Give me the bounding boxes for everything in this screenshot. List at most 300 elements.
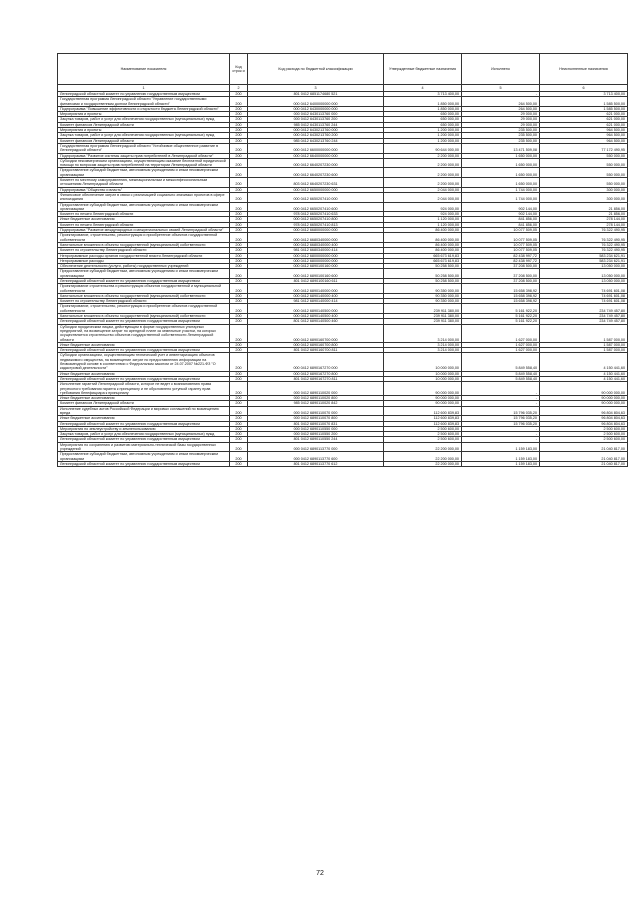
row-line-code: 200 xyxy=(230,143,248,153)
row-unexecuted: 90 000 000,00 xyxy=(540,396,628,401)
row-approved: 86 400 000,00 xyxy=(384,248,462,253)
row-name: Субсидии организациям, осуществляющим технический учет и инвентаризацию объектов недвижимого имущества, на возмещение затрат по предоставлению информации на безвозмездной основе в соответствии с Федеральным законом от 24.07.2007 №221-ФЗ "О кадастровой деятельности" xyxy=(58,353,230,371)
row-executed: - xyxy=(462,396,540,401)
row-name: Финансовое обеспечение затрат в связи с реализацией социально значимых проектов в сфере книгоиздания xyxy=(58,192,230,202)
row-budget-code: 000 0412 6890160700 000 xyxy=(248,324,384,342)
row-name: Исполнение судебных актов Российской Федерации и мировых соглашений по возмещению вреда xyxy=(58,406,230,416)
row-line-code: 200 xyxy=(230,371,248,376)
row-line-code: 200 xyxy=(230,437,248,442)
row-budget-code: 000 0412 6800000000 000 xyxy=(248,258,384,263)
row-name: Комитет по местному самоуправлению, межнациональным и межконфессиональным отношениям Ленинградской области xyxy=(58,178,230,188)
row-unexecuted: 234 749 457,80 xyxy=(540,304,628,314)
row-budget-code: 000 0412 6680340000 400 xyxy=(248,242,384,247)
row-name: Предоставление субсидий бюджетным, автономным учреждениям и иным некоммерческим организациям xyxy=(58,452,230,462)
row-approved: 665 673 619,83 xyxy=(384,253,462,258)
row-executed: 841 856,00 xyxy=(462,222,540,227)
row-budget-code: 801 0412 6890100160 611 xyxy=(248,278,384,283)
row-budget-code: 000 0412 6430113760 000 xyxy=(248,112,384,117)
row-executed: 902 144,00 xyxy=(462,202,540,212)
row-approved: 3 214 000,00 xyxy=(384,342,462,347)
row-unexecuted: 278 144,00 xyxy=(540,217,628,222)
row-budget-code: 801 0412 6851174680 521 xyxy=(248,92,384,97)
row-executed: 10 077 509,05 xyxy=(462,233,540,243)
row-budget-code: 801 0412 6890113770 612 xyxy=(248,461,384,466)
row-budget-code: 985 0412 6430213760 244 xyxy=(248,138,384,143)
row-budget-code: 981 0412 6680340000 414 xyxy=(248,248,384,253)
row-line-code: 200 xyxy=(230,426,248,431)
budget-execution-table xyxy=(57,53,628,467)
row-executed: 10 077 509,05 xyxy=(462,228,540,233)
row-approved: 22 200 000,00 xyxy=(384,442,462,452)
row-line-code: 200 xyxy=(230,284,248,294)
row-executed: - xyxy=(462,92,540,97)
row-approved: 2 044 000,00 xyxy=(384,187,462,192)
row-line-code: 200 xyxy=(230,248,248,253)
row-executed: 1 159 183,00 xyxy=(462,452,540,462)
header-line-code: Код строк и xyxy=(230,54,248,85)
row-line-code: 200 xyxy=(230,217,248,222)
row-line-code: 200 xyxy=(230,432,248,437)
header-approved: Утвержденные бюджетные назначения xyxy=(384,54,462,85)
row-unexecuted: 21 040 817,00 xyxy=(540,452,628,462)
row-line-code: 200 xyxy=(230,106,248,111)
row-line-code: 200 xyxy=(230,353,248,371)
row-line-code: 200 xyxy=(230,202,248,212)
row-line-code: 200 xyxy=(230,401,248,406)
row-executed: 1 744 000,00 xyxy=(462,187,540,192)
row-name: Субсидии юридическим лицам, действующим в форме государственных унитарных предприятий, на возмещение затрат по арендной плате за земельные участки, на которых осуществляется строительство объектов государственной собственности Ленинградской области xyxy=(58,324,230,342)
col-number: 2 xyxy=(230,85,248,92)
row-executed: 29 000,00 xyxy=(462,117,540,122)
table-header-row xyxy=(58,54,628,85)
row-executed: 15 658 398,92 xyxy=(462,293,540,298)
row-line-code: 200 xyxy=(230,92,248,97)
row-line-code: 200 xyxy=(230,324,248,342)
row-name: Мероприятия по сохранению и развитию материально-технической базы государственных учреждений xyxy=(58,442,230,452)
row-budget-code: 000 0412 6890140000 000 xyxy=(248,284,384,294)
row-name: Подпрограмма "Общество и власть" xyxy=(58,187,230,192)
row-approved: 2 500 600,00 xyxy=(384,437,462,442)
row-unexecuted: 964 500,00 xyxy=(540,133,628,138)
row-unexecuted: 21 856,00 xyxy=(540,212,628,217)
row-unexecuted: 96 804 804,63 xyxy=(540,416,628,421)
row-name: Комитет по печати Ленинградской области xyxy=(58,212,230,217)
row-budget-code: 801 0412 6890160700 811 xyxy=(248,348,384,353)
row-name: Предоставление субсидий бюджетным, автономным учреждениям и иным некоммерческим организациям xyxy=(58,168,230,178)
row-approved: 90 350 000,00 xyxy=(384,299,462,304)
row-approved: 90 350 000,00 xyxy=(384,284,462,294)
row-name: Иные бюджетные ассигнования xyxy=(58,416,230,421)
row-name: Закупка товаров, работ и услуг для обеспечения государственных (муниципальных) нужд xyxy=(58,133,230,138)
table-row xyxy=(58,382,628,396)
row-line-code: 200 xyxy=(230,187,248,192)
row-budget-code: 000 0412 6890110550 200 xyxy=(248,432,384,437)
row-name: Непрограммные расходы xyxy=(58,258,230,263)
row-line-code: 200 xyxy=(230,158,248,168)
row-unexecuted: 21 040 817,00 xyxy=(540,442,628,452)
row-name: Ленинградский областной комитет по управлению государственным имуществом xyxy=(58,319,230,324)
row-approved: 2 200 000,00 xyxy=(384,158,462,168)
col-number: 1 xyxy=(58,85,230,92)
row-budget-code: 000 0412 6640207230 600 xyxy=(248,168,384,178)
row-unexecuted: 76 322 490,95 xyxy=(540,233,628,243)
row-name: Капитальные вложения в объекты государственной (муниципальной) собственности xyxy=(58,242,230,247)
row-executed: 29 000,00 xyxy=(462,122,540,127)
row-unexecuted: 583 234 621,91 xyxy=(540,258,628,263)
row-line-code: 200 xyxy=(230,348,248,353)
row-unexecuted: 2 500 600,00 xyxy=(540,426,628,431)
row-budget-code: 985 0412 6890110020 842 xyxy=(248,401,384,406)
row-budget-code: 000 0412 6800000000 000 xyxy=(248,253,384,258)
row-budget-code: 000 0412 6890110020 800 xyxy=(248,396,384,401)
row-executed: 5 849 558,40 xyxy=(462,353,540,371)
row-name: Ленинградский областной комитет по управлению государственным имуществом xyxy=(58,348,230,353)
row-line-code: 200 xyxy=(230,314,248,319)
row-budget-code: 000 0412 6890160700 800 xyxy=(248,342,384,347)
row-approved: 1 120 000,00 xyxy=(384,222,462,227)
row-line-code: 200 xyxy=(230,117,248,122)
table-row xyxy=(58,461,628,466)
row-name: Закупка товаров, работ и услуг для обеспечения государственных (муниципальных) нужд xyxy=(58,117,230,122)
row-unexecuted: 278 144,00 xyxy=(540,222,628,227)
row-line-code: 200 xyxy=(230,278,248,283)
row-executed: 13 471 509,08 xyxy=(462,143,540,153)
row-budget-code: 000 0412 6890140500 400 xyxy=(248,314,384,319)
row-executed: 5 849 558,40 xyxy=(462,371,540,376)
row-approved: 50 258 500,00 xyxy=(384,264,462,269)
row-approved: 2 500 600,00 xyxy=(384,432,462,437)
row-line-code: 200 xyxy=(230,133,248,138)
row-unexecuted: 621 000,00 xyxy=(540,112,628,117)
row-approved: 1 200 000,00 xyxy=(384,128,462,133)
row-name: Иные бюджетные ассигнования xyxy=(58,342,230,347)
row-unexecuted: 90 000 000,00 xyxy=(540,401,628,406)
row-line-code: 200 xyxy=(230,319,248,324)
row-executed: - xyxy=(462,401,540,406)
table-row xyxy=(58,304,628,314)
row-executed: 841 856,00 xyxy=(462,217,540,222)
row-name: Ленинградский областной комитет по управлению государственным имуществом xyxy=(58,421,230,426)
row-budget-code: 801 0412 6890167270 811 xyxy=(248,376,384,381)
table-row xyxy=(58,178,628,188)
row-line-code: 200 xyxy=(230,293,248,298)
row-approved: 10 000 000,00 xyxy=(384,353,462,371)
table-row xyxy=(58,452,628,462)
row-budget-code: 978 0412 6650207410 633 xyxy=(248,212,384,217)
row-executed: - xyxy=(462,382,540,396)
row-name: Мероприятия по землеустройству и землепользованию xyxy=(58,426,230,431)
row-name: Капитальные вложения в объекты государственной (муниципальной) собственности xyxy=(58,293,230,298)
row-executed: 5 161 922,20 xyxy=(462,319,540,324)
row-name: Предоставление субсидий бюджетным, автономным учреждениям и иным некоммерческим организациям xyxy=(58,202,230,212)
row-budget-code: 985 0412 6430113760 244 xyxy=(248,122,384,127)
row-unexecuted: 74 691 601,08 xyxy=(540,293,628,298)
table-row xyxy=(58,168,628,178)
row-approved: 86 400 000,00 xyxy=(384,233,462,243)
row-unexecuted: 550 000,00 xyxy=(540,178,628,188)
table-body xyxy=(58,92,628,467)
row-line-code: 200 xyxy=(230,153,248,158)
row-approved: 1 200 000,00 xyxy=(384,133,462,138)
row-executed: 235 500,00 xyxy=(462,128,540,133)
row-name: Проектирование, строительство, реконструкция и приобретение объектов государственной собственности xyxy=(58,304,230,314)
table-row xyxy=(58,192,628,202)
row-name: Подпрограмма "Повышение эффективности и открытости бюджета Ленинградской области" xyxy=(58,106,230,111)
row-executed: 1 159 183,00 xyxy=(462,442,540,452)
row-approved: 10 000 000,00 xyxy=(384,376,462,381)
row-line-code: 200 xyxy=(230,269,248,279)
row-budget-code: 000 0412 6430213760 200 xyxy=(248,133,384,138)
table-row xyxy=(58,202,628,212)
row-line-code: 200 xyxy=(230,222,248,227)
row-name: Ленинградский областной комитет по управлению государственным имуществом xyxy=(58,437,230,442)
table-row xyxy=(58,324,628,342)
row-name: Мероприятия и проекты xyxy=(58,128,230,133)
row-approved: 1 200 000,00 xyxy=(384,138,462,143)
row-line-code: 200 xyxy=(230,452,248,462)
row-budget-code: 000 0412 6680340000 000 xyxy=(248,233,384,243)
page-number: 72 xyxy=(316,870,324,877)
row-line-code: 200 xyxy=(230,112,248,117)
row-name: Закупка товаров, работ и услуг для обеспечения государственных (муниципальных) нужд xyxy=(58,432,230,437)
table-row xyxy=(58,406,628,416)
row-budget-code: 000 0412 6650207410 800 xyxy=(248,217,384,222)
row-budget-code: 981 0412 6890140000 414 xyxy=(248,299,384,304)
row-approved: 10 000 000,00 xyxy=(384,371,462,376)
row-approved: 90 350 000,00 xyxy=(384,293,462,298)
row-line-code: 200 xyxy=(230,342,248,347)
row-line-code: 200 xyxy=(230,122,248,127)
row-executed: 82 438 997,72 xyxy=(462,258,540,263)
row-unexecuted: 76 322 490,95 xyxy=(540,248,628,253)
row-approved: 112 600 839,83 xyxy=(384,421,462,426)
row-approved: 50 258 500,00 xyxy=(384,269,462,279)
table-row xyxy=(58,97,628,107)
table-row xyxy=(58,158,628,168)
row-unexecuted: 13 050 000,00 xyxy=(540,278,628,283)
row-executed: 1 627 000,00 xyxy=(462,342,540,347)
row-executed: 1 627 000,00 xyxy=(462,324,540,342)
row-unexecuted: 621 000,00 xyxy=(540,117,628,122)
row-executed: 37 208 500,00 xyxy=(462,278,540,283)
row-unexecuted: 21 856,00 xyxy=(540,202,628,212)
row-name: Непрограммные расходы органов государственной власти Ленинградской области xyxy=(58,253,230,258)
row-budget-code: 801 0412 6890140500 460 xyxy=(248,319,384,324)
row-name: Проектирование строительства и реконструкция объектов государственной и муниципальной собственности xyxy=(58,284,230,294)
row-unexecuted: 76 322 490,95 xyxy=(540,242,628,247)
row-executed: 1 650 000,00 xyxy=(462,178,540,188)
table-row xyxy=(58,269,628,279)
row-name: Ленинградский областной комитет по управлению государственным имуществом xyxy=(58,376,230,381)
row-executed: 5 161 922,20 xyxy=(462,314,540,319)
row-unexecuted: 2 500 600,00 xyxy=(540,432,628,437)
row-executed: 1 744 000,00 xyxy=(462,192,540,202)
row-line-code: 200 xyxy=(230,442,248,452)
row-executed: 235 500,00 xyxy=(462,138,540,143)
row-unexecuted: 76 322 490,95 xyxy=(540,228,628,233)
row-line-code: 200 xyxy=(230,299,248,304)
row-name: Капитальные вложения в объекты государственной (муниципальной) собственности xyxy=(58,314,230,319)
row-line-code: 200 xyxy=(230,242,248,247)
col-number: 3 xyxy=(248,85,384,92)
row-budget-code: 801 0412 6890110550 244 xyxy=(248,437,384,442)
row-budget-code: 000 0412 6890113770 000 xyxy=(248,442,384,452)
col-number: 4 xyxy=(384,85,462,92)
row-budget-code: 000 0412 6890140000 400 xyxy=(248,293,384,298)
row-approved: 1 850 000,00 xyxy=(384,97,462,107)
column-number-row xyxy=(58,85,628,92)
table-row xyxy=(58,284,628,294)
row-line-code: 200 xyxy=(230,382,248,396)
row-unexecuted: 550 000,00 xyxy=(540,153,628,158)
row-approved: 86 400 000,00 xyxy=(384,242,462,247)
row-approved: 3 713 400,00 xyxy=(384,92,462,97)
row-line-code: 200 xyxy=(230,304,248,314)
row-unexecuted: 583 234 621,91 xyxy=(540,253,628,258)
row-executed: 1 650 000,00 xyxy=(462,158,540,168)
row-name: Комитет финансов Ленинградской области xyxy=(58,138,230,143)
row-budget-code: 000 0412 6890113770 600 xyxy=(248,452,384,462)
row-budget-code: 000 0412 6890110550 000 xyxy=(248,426,384,431)
row-line-code: 200 xyxy=(230,253,248,258)
row-name: Иные бюджетные ассигнования xyxy=(58,396,230,401)
row-executed: 15 658 398,92 xyxy=(462,284,540,294)
row-executed: 15 796 035,20 xyxy=(462,421,540,426)
row-unexecuted: 964 500,00 xyxy=(540,128,628,133)
row-line-code: 200 xyxy=(230,212,248,217)
row-unexecuted: 1 585 500,00 xyxy=(540,106,628,111)
row-executed: 1 159 183,00 xyxy=(462,461,540,466)
row-approved: 22 200 000,00 xyxy=(384,452,462,462)
row-approved: 22 200 000,00 xyxy=(384,461,462,466)
row-name: Ленинградской областной комитет по управлению государственным имуществом xyxy=(58,92,230,97)
row-unexecuted: 550 000,00 xyxy=(540,168,628,178)
row-unexecuted: 96 804 804,63 xyxy=(540,406,628,416)
row-unexecuted: 1 587 000,00 xyxy=(540,342,628,347)
col-number: 6 xyxy=(540,85,628,92)
row-name: Проектирование, строительство, реконструкция и приобретение объектов государственной собственности xyxy=(58,233,230,243)
row-approved: 1 850 000,00 xyxy=(384,106,462,111)
row-approved: 90 000 000,00 xyxy=(384,382,462,396)
row-unexecuted: 1 587 000,00 xyxy=(540,348,628,353)
row-budget-code: 000 0412 6890110070 000 xyxy=(248,406,384,416)
row-approved: 924 000,00 xyxy=(384,212,462,217)
row-executed: 264 500,00 xyxy=(462,106,540,111)
row-budget-code: 000 0412 6650207410 600 xyxy=(248,202,384,212)
row-budget-code: 978 0412 6650207410 813 xyxy=(248,222,384,227)
row-unexecuted: 1 587 000,00 xyxy=(540,324,628,342)
row-approved: 90 000 000,00 xyxy=(384,396,462,401)
row-line-code: 200 xyxy=(230,416,248,421)
row-unexecuted: 96 804 804,63 xyxy=(540,421,628,426)
row-approved: 650 000,00 xyxy=(384,112,462,117)
row-approved: 2 200 000,00 xyxy=(384,168,462,178)
row-budget-code: 000 0412 6600000000 000 xyxy=(248,143,384,153)
row-budget-code: 000 0412 6890140500 000 xyxy=(248,304,384,314)
row-executed: 29 000,00 xyxy=(462,112,540,117)
row-name: Государственная программа Ленинградской области "Управление государственными финансами и государственным долгом Ленинградской области" xyxy=(58,97,230,107)
row-executed: 82 438 997,72 xyxy=(462,253,540,258)
row-executed: 902 144,00 xyxy=(462,212,540,217)
row-budget-code: 000 0412 6890100160 000 xyxy=(248,264,384,269)
table-row xyxy=(58,143,628,153)
row-approved: 239 911 380,00 xyxy=(384,319,462,324)
row-executed: 1 650 000,00 xyxy=(462,168,540,178)
row-budget-code: 000 0412 6890110020 000 xyxy=(248,382,384,396)
row-unexecuted: 90 000 000,00 xyxy=(540,382,628,396)
row-name: Комитет по строительству Ленинградской области xyxy=(58,248,230,253)
row-name: Ленинградский областной комитет по управлению государственным имуществом xyxy=(58,278,230,283)
row-line-code: 200 xyxy=(230,421,248,426)
row-budget-code: 000 0412 6430000000 000 xyxy=(248,106,384,111)
col-number: 5 xyxy=(462,85,540,92)
row-budget-code: 000 0412 6680000000 000 xyxy=(248,228,384,233)
row-unexecuted: 3 713 400,00 xyxy=(540,92,628,97)
table-row xyxy=(58,442,628,452)
row-approved: 650 000,00 xyxy=(384,117,462,122)
row-unexecuted: 234 749 457,80 xyxy=(540,319,628,324)
table-row xyxy=(58,233,628,243)
row-unexecuted: 2 500 600,00 xyxy=(540,437,628,442)
row-name: Комитет по печати Ленинградской области xyxy=(58,222,230,227)
row-executed: 15 796 035,20 xyxy=(462,406,540,416)
row-approved: 86 400 000,00 xyxy=(384,228,462,233)
row-approved: 665 673 619,83 xyxy=(384,258,462,263)
row-executed: - xyxy=(462,426,540,431)
row-budget-code: 000 0412 6890167270 000 xyxy=(248,353,384,371)
row-executed: 5 161 922,20 xyxy=(462,304,540,314)
row-name: Подпрограмма "Развитие системы защиты прав потребителей в Ленинградской области" xyxy=(58,153,230,158)
row-executed: 37 208 500,00 xyxy=(462,264,540,269)
row-budget-code: 000 0412 6890167270 800 xyxy=(248,371,384,376)
row-budget-code: 803 0412 6640207230 631 xyxy=(248,178,384,188)
row-unexecuted: 13 050 000,00 xyxy=(540,264,628,269)
row-budget-code: 000 0412 6650207410 000 xyxy=(248,192,384,202)
row-unexecuted: 77 172 490,95 xyxy=(540,143,628,153)
row-budget-code: 000 0412 6890100160 600 xyxy=(248,269,384,279)
row-line-code: 200 xyxy=(230,396,248,401)
row-name: Иные бюджетные ассигнования xyxy=(58,371,230,376)
row-line-code: 200 xyxy=(230,406,248,416)
row-executed: 264 500,00 xyxy=(462,97,540,107)
row-approved: 239 911 380,00 xyxy=(384,314,462,319)
row-budget-code: 000 0412 6650000000 000 xyxy=(248,187,384,192)
row-unexecuted: 21 040 817,00 xyxy=(540,461,628,466)
row-budget-code: 000 0412 6640000000 000 xyxy=(248,153,384,158)
row-name: Мероприятия и проекты xyxy=(58,112,230,117)
row-name: Комитет по строительству Ленинградской области xyxy=(58,299,230,304)
row-name: Ленинградский областной комитет по управлению государственным имуществом xyxy=(58,461,230,466)
row-approved: 2 200 000,00 xyxy=(384,178,462,188)
row-approved: 1 120 000,00 xyxy=(384,217,462,222)
row-executed: - xyxy=(462,437,540,442)
row-approved: 3 214 000,00 xyxy=(384,324,462,342)
row-unexecuted: 550 000,00 xyxy=(540,158,628,168)
row-budget-code: 000 0412 6430113760 200 xyxy=(248,117,384,122)
header-unexecuted: Неисполненные назначения xyxy=(540,54,628,85)
row-approved: 239 911 380,00 xyxy=(384,304,462,314)
row-unexecuted: 74 691 601,08 xyxy=(540,284,628,294)
row-name: Подпрограмма "Развитие международных и межрегиональных связей Ленинградской области" xyxy=(58,228,230,233)
row-unexecuted: 300 000,00 xyxy=(540,187,628,192)
row-unexecuted: 964 500,00 xyxy=(540,138,628,143)
row-executed: 15 658 398,92 xyxy=(462,299,540,304)
row-budget-code: 000 0412 6430213760 000 xyxy=(248,128,384,133)
row-name: Комитет финансов Ленинградской области xyxy=(58,401,230,406)
row-executed: 1 650 000,00 xyxy=(462,153,540,158)
row-approved: 90 000 000,00 xyxy=(384,401,462,406)
row-name: Предоставление субсидий бюджетным, автономным учреждениям и иным некоммерческим организациям xyxy=(58,269,230,279)
